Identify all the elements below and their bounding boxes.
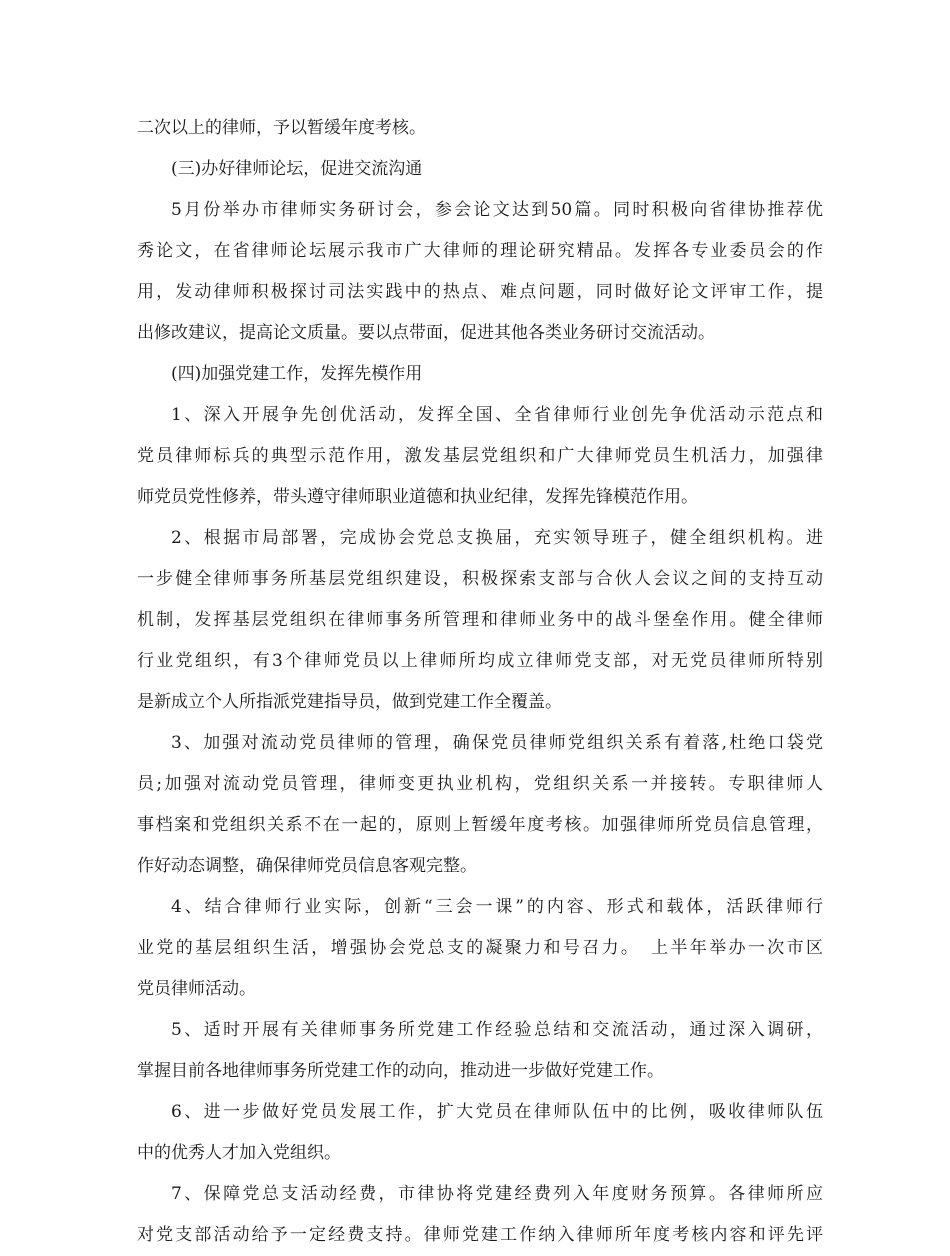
text-line-11: 2、根据市局部署，完成协会党总支换届，充实领导班子，健全组织机构。进 xyxy=(171,528,823,548)
text-line-12: 一步健全律师事务所基层党组织建设，积极探索支部与合伙人会议之间的支持互动 xyxy=(137,569,823,589)
text-line-17: 员;加强对流动党员管理，律师变更执业机构，党组织关系一并接转。专职律师人 xyxy=(137,774,823,794)
text-line-21: 业党的基层组织生活，增强协会党总支的凝聚力和号召力。 上半年举办一次市区 xyxy=(137,938,823,958)
text-line-4: 秀论文，在省律师论坛展示我市广大律师的理论研究精品。发挥各专业委员会的作 xyxy=(137,241,823,261)
document-page xyxy=(137,108,823,1256)
text-line-3: 5月份举办市律师实务研讨会，参会论文达到50篇。同时积极向省律协推荐优 xyxy=(171,200,823,220)
text-line-26: 中的优秀人才加入党组织。 xyxy=(137,1143,341,1163)
text-line-28: 对党支部活动给予一定经费支持。律师党建工作纳入律师所年度考核内容和评先评 xyxy=(137,1225,823,1245)
text-line-18: 事档案和党组织关系不在一起的，原则上暂缓年度考核。加强律师所党员信息管理， xyxy=(137,815,823,835)
text-line-23: 5、适时开展有关律师事务所党建工作经验总结和交流活动，通过深入调研， xyxy=(171,1020,823,1040)
text-line-15: 是新成立个人所指派党建指导员，做到党建工作全覆盖。 xyxy=(137,692,562,712)
text-line-5: 用，发动律师积极探讨司法实践中的热点、难点问题，同时做好论文评审工作，提 xyxy=(137,282,823,302)
text-line-20: 4、结合律师行业实际，创新“三会一课”的内容、形式和载体，活跃律师行 xyxy=(171,897,823,917)
text-line-22: 党员律师活动。 xyxy=(137,979,256,999)
text-line-25: 6、进一步做好党员发展工作，扩大党员在律师队伍中的比例，吸收律师队伍 xyxy=(171,1102,823,1122)
text-line-9: 党员律师标兵的典型示范作用，激发基层党组织和广大律师党员生机活力，加强律 xyxy=(137,446,823,466)
text-line-8: 1、深入开展争先创优活动，发挥全国、全省律师行业创先争优活动示范点和 xyxy=(171,405,823,425)
text-line-6: 出修改建议，提高论文质量。要以点带面，促进其他各类业务研讨交流活动。 xyxy=(137,323,715,343)
text-line-13: 机制，发挥基层党组织在律师事务所管理和律师业务中的战斗堡垒作用。健全律师 xyxy=(137,610,823,630)
text-line-14: 行业党组织，有3个律师党员以上律师所均成立律师党支部，对无党员律师所特别 xyxy=(137,651,823,671)
text-line-7: (四)加强党建工作，发挥先模作用 xyxy=(171,364,423,384)
text-line-10: 师党员党性修养，带头遵守律师职业道德和执业纪律，发挥先锋模范作用。 xyxy=(137,487,698,507)
text-line-19: 作好动态调整，确保律师党员信息客观完整。 xyxy=(137,856,477,876)
text-line-24: 掌握目前各地律师事务所党建工作的动向，推动进一步做好党建工作。 xyxy=(137,1061,664,1081)
text-line-1: 二次以上的律师，予以暂缓年度考核。 xyxy=(137,118,426,138)
text-line-27: 7、保障党总支活动经费，市律协将党建经费列入年度财务预算。各律师所应 xyxy=(171,1184,823,1204)
text-line-16: 3、加强对流动党员律师的管理，确保党员律师党组织关系有着落,杜绝口袋党 xyxy=(171,733,823,753)
text-line-2: (三)办好律师论坛，促进交流沟通 xyxy=(171,159,423,179)
